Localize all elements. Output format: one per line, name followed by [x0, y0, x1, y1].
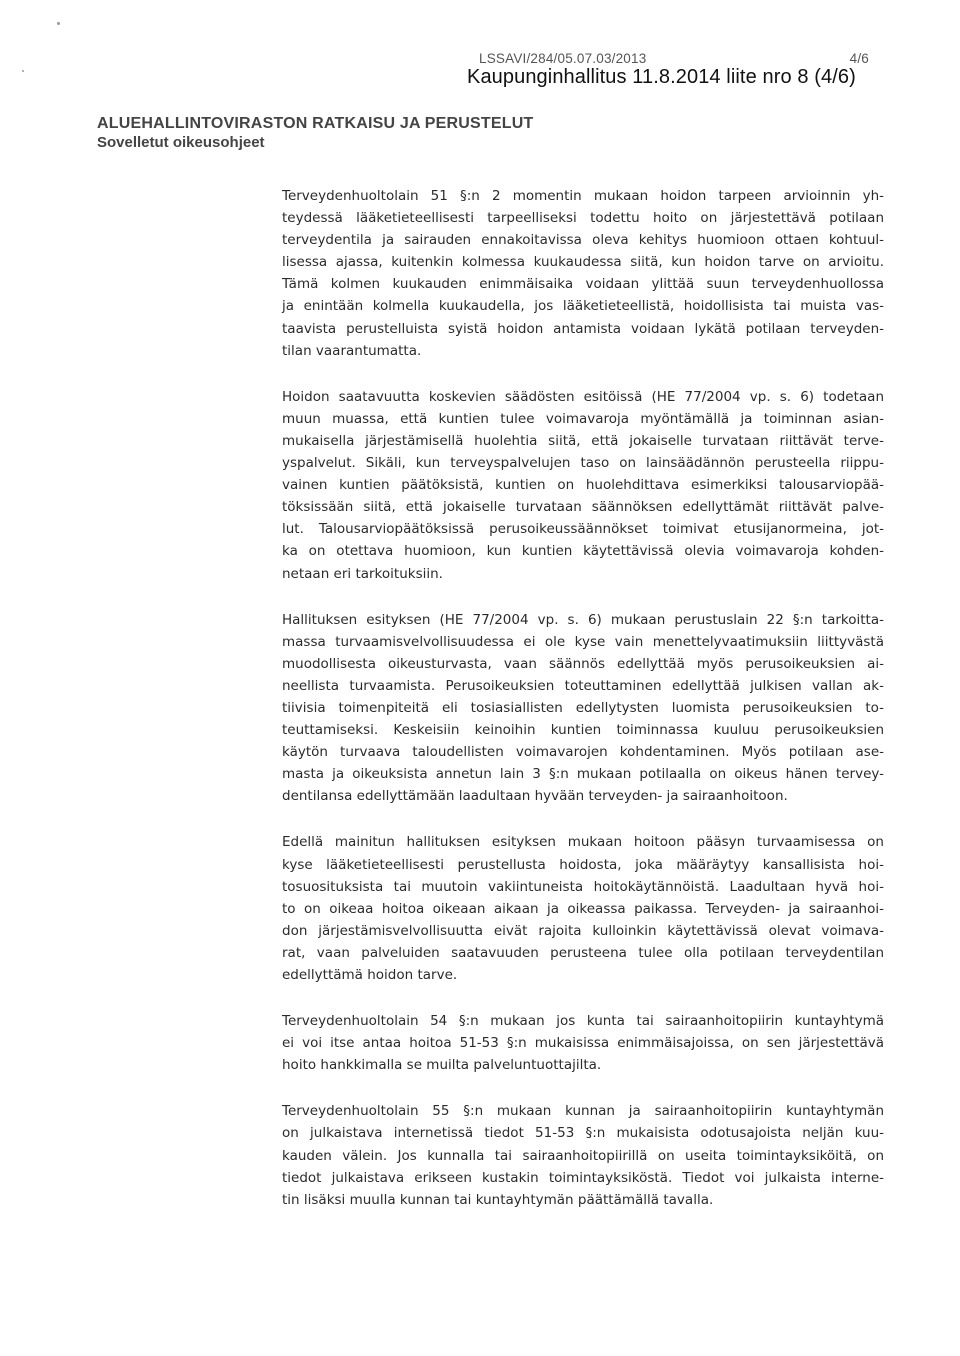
- scan-speck: [57, 22, 60, 25]
- text-line: muodollisesta oikeusturvasta, vaan säännös edellyttää myös perusoikeuksien ai-: [282, 655, 884, 672]
- text-line: to on oikeaa hoitoa oikeaan aikaan ja oikeassa paikassa. Terveyden- ja sairaanhoi-: [282, 900, 884, 917]
- text-line: käytön turvaava taloudellisten voimavarojen kohdentaminen. Myös potilaan ase-: [282, 744, 884, 761]
- text-line: netaan eri tarkoituksiin.: [282, 565, 443, 582]
- text-line: dentilansa edellyttämään laadultaan hyvään terveyden- ja sairaanhoitoon.: [282, 788, 788, 805]
- text-line: vainen kuntien päätöksistä, kuntien on huolehdittava esimerkiksi talousarviopää-: [282, 477, 884, 494]
- text-line: teuttamiseksi. Keskeisiin keinoihin kuntien toiminnassa kuuluu perusoikeuksien: [282, 722, 884, 739]
- text-line: muun muassa, että kuntien tulee voimavaroja myöntämällä ja toiminnan asian-: [282, 410, 884, 427]
- text-line: Edellä mainitun hallituksen esityksen mukaan hoitoon pääsyn turvaamisessa on: [282, 834, 884, 851]
- text-line: massa turvaamisvelvollisuudessa ei ole kyse vain menettelyvaatimuksiin liittyvästä: [282, 633, 884, 650]
- scan-speck: [22, 70, 24, 72]
- paragraph: [282, 1100, 884, 1210]
- text-line: yspalvelut. Sikäli, kun terveyspalvelujen taso on lainsäädännön perusteella riippu-: [282, 455, 884, 472]
- text-line: don järjestämisvelvollisuutta eivät rajoita kulloinkin käytettävissä olevat voimava-: [282, 922, 884, 939]
- text-line: Terveydenhuoltolain 55 §:n mukaan kunnan ja sairaanhoitopiirin kuntayhtymän: [282, 1103, 884, 1120]
- text-line: tiivisia toimenpiteitä eli tosiasiallisten edellytysten luomista perusoikeuksien to-: [282, 699, 884, 716]
- page-number: 4/6: [849, 51, 869, 66]
- page-title: ALUEHALLINTOVIRASTON RATKAISU JA PERUSTELUT: [97, 115, 534, 132]
- paragraph: [282, 831, 884, 986]
- annex-label: Kaupunginhallitus 11.8.2014 liite nro 8 (4/6): [467, 66, 856, 88]
- text-line: Hoidon saatavuutta koskevien säädösten esitöissä (HE 77/2004 vp. s. 6) todetaan: [282, 388, 884, 405]
- text-line: Terveydenhuoltolain 51 §:n 2 momentin mukaan hoidon tarpeen arvioinnin yh-: [282, 188, 884, 204]
- text-line: kyse lääketieteellisesti perustellusta hoidosta, joka määräytyy kansallisista hoi-: [282, 856, 884, 873]
- text-line: kauden välein. Jos kunnalla tai sairaanhoitopiirillä on useita toimintayksiköitä, on: [282, 1147, 884, 1164]
- text-line: rat, vaan palveluiden saatavuuden perusteena tulee olla potilaan terveydentilan: [282, 944, 884, 961]
- text-line: ja enintään kolmella kuukaudella, jos lääketieteellistä, hoidollisista tai muista vas-: [282, 298, 884, 315]
- paragraph: [282, 386, 884, 585]
- text-line: tin lisäksi muulla kunnan tai kuntayhtymän päättämällä tavalla.: [282, 1191, 714, 1208]
- text-line: Terveydenhuoltolain 54 §:n mukaan jos kunta tai sairaanhoitopiirin kuntayhtymä: [282, 1013, 884, 1030]
- text-line: lut. Talousarviopäätöksissä perusoikeussäännökset toimivat etusijanormeina, jot-: [282, 521, 884, 538]
- text-line: ka on otettava huomioon, kun kuntien käytettävissä olevia voimavaroja kohden-: [282, 543, 884, 560]
- document-reference-line: [479, 51, 869, 66]
- paragraph: [282, 1010, 884, 1076]
- paragraph: [282, 185, 884, 362]
- page-subtitle: Sovelletut oikeusohjeet: [97, 134, 265, 151]
- text-line: mukaisella järjestämisellä huolehtia siitä, että jokaiselle turvataan riittävät terve-: [282, 432, 884, 449]
- text-line: tilan vaarantumatta.: [282, 342, 422, 359]
- text-line: hoito hankkimalla se muilta palveluntuottajilta.: [282, 1057, 602, 1074]
- text-line: on julkaistava internetissä tiedot 51-53 §:n mukaisista odotusajoista neljän kuu-: [282, 1125, 884, 1142]
- paragraph: [282, 609, 884, 808]
- document-reference: LSSAVI/284/05.07.03/2013: [479, 51, 647, 66]
- section-heading: [97, 114, 533, 152]
- text-line: neellista turvaamista. Perusoikeuksien toteuttaminen edellyttää julkisen vallan ak-: [282, 677, 884, 694]
- text-line: teydessä lääketieteellisesti tarpeelliseksi todettu hoito on järjestettävä potilaan: [282, 210, 884, 227]
- text-line: Tämä kolmen kuukauden enimmäisaika voidaan ylittää suun terveydenhuollossa: [282, 276, 884, 293]
- text-line: tosuosituksista tai muutoin vakiintuneista hoitokäytännöistä. Laadultaan hyvä hoi-: [282, 878, 884, 895]
- text-line: masta ja oikeuksista annetun lain 3 §:n mukaan potilaalla on oikeus hänen tervey-: [282, 766, 884, 783]
- text-line: terveydentila ja sairauden ennakoitavissa oleva kehitys huomioon ottaen kohtuul-: [282, 232, 884, 249]
- text-line: Hallituksen esityksen (HE 77/2004 vp. s. 6) mukaan perustuslain 22 §:n tarkoitta-: [282, 611, 884, 628]
- body-text: [282, 185, 884, 1229]
- text-line: taavista perustelluista syistä hoidon antamista voidaan lykätä potilaan terveyden-: [282, 320, 884, 337]
- text-line: töksissään siitä, että jokaiselle turvataan säännöksen edellyttämät riittävät palve-: [282, 499, 884, 516]
- text-line: ei voi itse antaa hoitoa 51-53 §:n mukaisissa enimmäisajoissa, on sen järjestettävä: [282, 1035, 884, 1052]
- text-line: tiedot julkaistava erikseen kustakin toimintayksiköstä. Tiedot voi julkaista interne-: [282, 1169, 884, 1186]
- text-line: edellyttämä hoidon tarve.: [282, 967, 458, 983]
- text-line: lisessa ajassa, kuitenkin kolmessa kuukaudessa siitä, kun hoidon tarve on arvioitu.: [282, 254, 884, 271]
